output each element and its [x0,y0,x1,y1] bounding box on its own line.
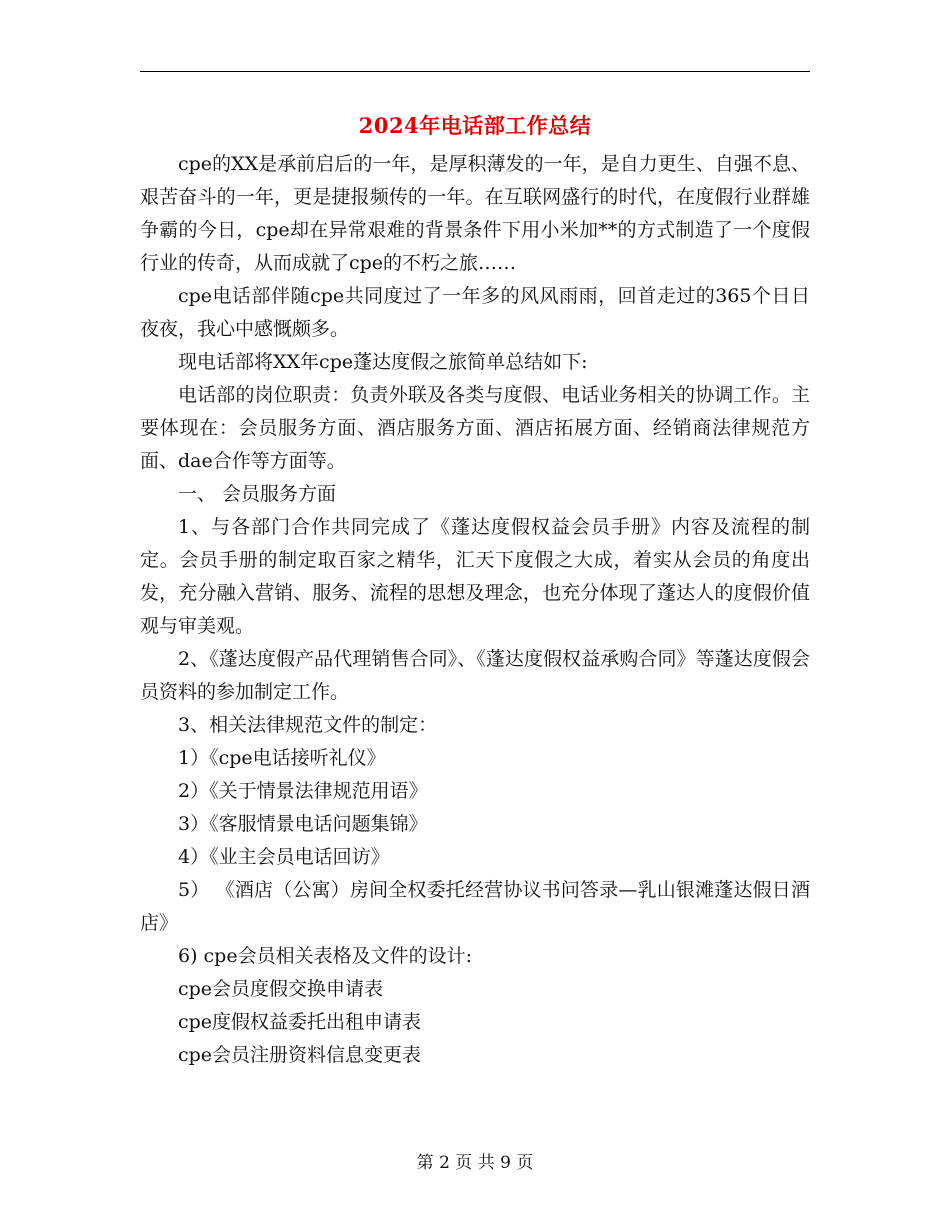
list-item-1: 1、与各部门合作共同完成了《蓬达度假权益会员手册》内容及流程的制定。会员手册的制定取百家之精华，汇天下度假之大成，着实从会员的角度出发，充分融入营销、服务、流程的思想及理念，也充分体现了蓬达人的度假价值观与审美观。 [140,516,810,637]
sub-item-6: 6) cpe会员相关表格及文件的设计: [178,945,472,967]
paragraph-review: cpe电话部伴随cpe共同度过了一年多的风风雨雨，回首走过的365个日日夜夜，我心中感慨颇多。 [140,285,810,340]
paragraph-duties: 电话部的岗位职责：负责外联及各类与度假、电话业务相关的协调工作。主要体现在：会员服务方面、酒店服务方面、酒店拓展方面、经销商法律规范方面、dae合作等方面等。 [140,384,810,472]
sub-item-1: 1）《cpe电话接听礼仪》 [178,747,386,769]
document-title: 2024年电话部工作总结 [358,113,592,138]
sub-item-2: 2）《关于情景法律规范用语》 [178,780,428,802]
paragraph-summary-lead: 现电话部将XX年cpe蓬达度假之旅简单总结如下: [178,351,588,373]
paragraph-intro: cpe的XX是承前启后的一年，是厚积薄发的一年，是自力更生、自强不息、艰苦奋斗的一年，更是捷报频传的一年。在互联网盛行的时代，在度假行业群雄争霸的今日，cpe却在异常艰难的背景条件下用小米加**的方式制造了一个度假行业的传奇，从而成就了cpe的不朽之旅…… [140,153,810,274]
page-number-footer: 第 2 页 共 9 页 [416,1153,534,1173]
form-item-rental: cpe度假权益委托出租申请表 [178,1011,422,1033]
list-item-2: 2、《蓬达度假产品代理销售合同》、《蓬达度假权益承购合同》等蓬达度假会员资料的参加制定工作。 [140,648,810,703]
sub-item-4: 4）《业主会员电话回访》 [178,846,390,868]
sub-item-3: 3）《客服情景电话问题集锦》 [178,813,428,835]
list-item-3: 3、相关法律规范文件的制定： [178,714,438,736]
form-item-exchange: cpe会员度假交换申请表 [178,978,384,1000]
header-rule [140,71,810,72]
form-item-registration: cpe会员注册资料信息变更表 [178,1044,422,1066]
document-body [140,148,810,1072]
section-heading-member-service: 一、 会员服务方面 [178,483,337,505]
sub-item-5: 5） 《酒店（公寓）房间全权委托经营协议书问答录—乳山银滩蓬达假日酒店》 [140,879,810,934]
